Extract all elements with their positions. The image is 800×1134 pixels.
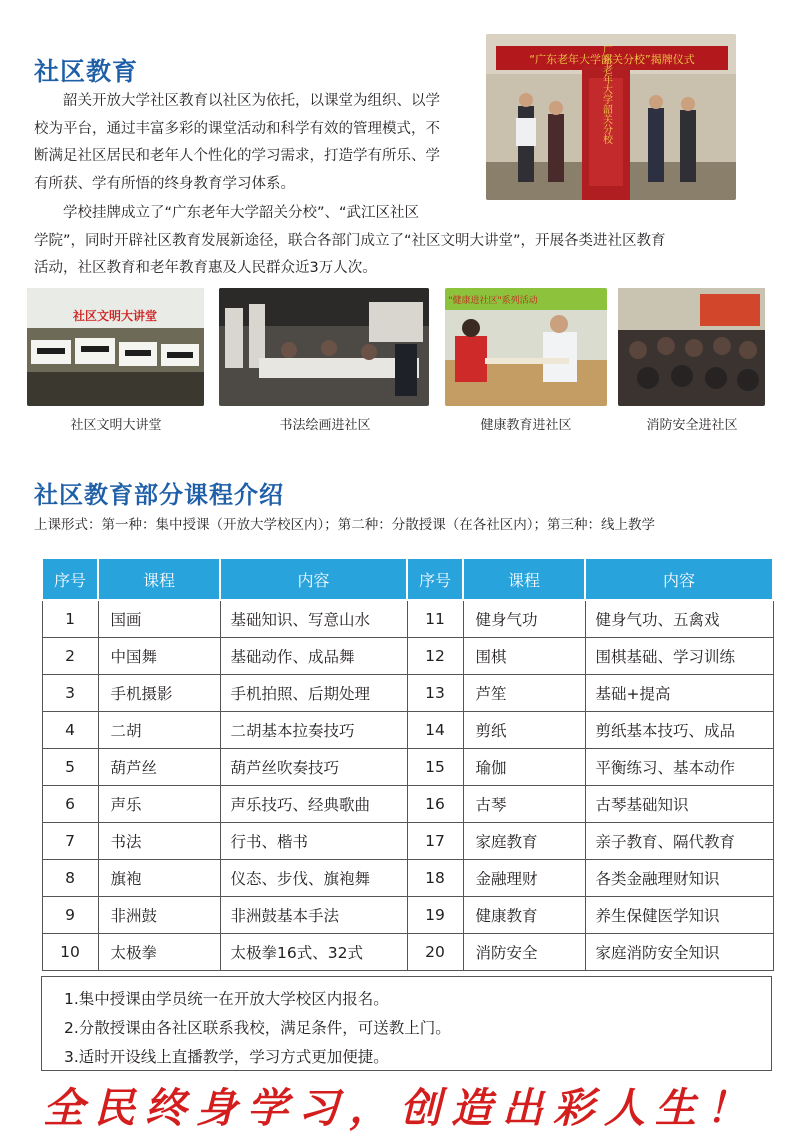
cell-index: 9 [42,897,98,934]
cell-content: 各类金融理财知识 [585,860,773,897]
table-row [42,638,773,675]
activities-paragraph [34,200,774,283]
cell-index: 1 [42,600,98,638]
cell-course: 非洲鼓 [98,897,220,934]
cell-course: 古琴 [463,786,585,823]
cell-content: 基础知识、写意山水 [220,600,407,638]
activities-line: 学院”，同时开辟社区教育发展新途径，联合各部门成立了“社区文明大讲堂”，开展各类进社区教育 [34,232,666,249]
cell-index: 7 [42,823,98,860]
note-item: 1.集中授课由学员统一在开放大学校区内报名。 [64,990,389,1008]
table-row [42,897,773,934]
cell-content: 太极拳16式、32式 [220,934,407,971]
cell-course: 葫芦丝 [98,749,220,786]
cell-course: 剪纸 [463,712,585,749]
activities-line: 活动，社区教育和老年教育惠及人民群众近3万人次。 [34,260,377,276]
cell-course: 声乐 [98,786,220,823]
cell-course: 金融理财 [463,860,585,897]
cell-course: 健康教育 [463,897,585,934]
cell-course: 二胡 [98,712,220,749]
cell-index: 6 [42,786,98,823]
cell-course: 手机摄影 [98,675,220,712]
activities-line: 学校挂牌成立了“广东老年大学韶关分校”、“武江区社区 [63,205,420,221]
cell-index: 15 [407,749,463,786]
cell-index: 13 [407,675,463,712]
cell-index: 20 [407,934,463,971]
slogan: 全民终身学习，创造出彩人生！ [43,1084,757,1132]
cell-course: 家庭教育 [463,823,585,860]
cell-course: 书法 [98,823,220,860]
cell-content: 手机拍照、后期处理 [220,675,407,712]
caption-fire-safety: 消防安全进社区 [646,418,738,433]
note-item: 3.适时开设线上直播教学，学习方式更加便捷。 [64,1048,389,1066]
cell-content: 养生保健医学知识 [585,897,773,934]
cell-content: 古琴基础知识 [585,786,773,823]
cell-course: 旗袍 [98,860,220,897]
cell-index: 2 [42,638,98,675]
header-content: 内容 [585,558,773,600]
header-index: 序号 [407,558,463,600]
cell-content: 葫芦丝吹奏技巧 [220,749,407,786]
table-row [42,934,773,971]
cell-index: 10 [42,934,98,971]
cell-index: 16 [407,786,463,823]
cell-index: 8 [42,860,98,897]
table-row [42,860,773,897]
course-table [41,557,774,971]
cell-index: 19 [407,897,463,934]
cell-course: 消防安全 [463,934,585,971]
header-course: 课程 [98,558,220,600]
lecture-banner: 社区文明大讲堂 [72,309,158,323]
cell-course: 瑜伽 [463,749,585,786]
ceremony-banner-text: “广东老年大学韶关分校”揭牌仪式 [529,53,695,66]
cell-content: 行书、楷书 [220,823,407,860]
caption-health-education: 健康教育进社区 [480,418,572,433]
header-course: 课程 [463,558,585,600]
cell-index: 18 [407,860,463,897]
cell-course: 中国舞 [98,638,220,675]
cell-content: 非洲鼓基本手法 [220,897,407,934]
photo-civilization-lecture [27,288,204,406]
cell-content: 剪纸基本技巧、成品 [585,712,773,749]
cell-index: 11 [407,600,463,638]
intro-line: 校为平台，通过丰富多彩的课堂活动和科学有效的管理模式，不 [34,120,440,137]
intro-line: 断满足社区居民和老年人个性化的学习需求，打造学有所乐、学 [34,148,440,164]
caption-calligraphy-painting: 书法绘画进社区 [279,418,371,433]
cell-content: 亲子教育、隔代教育 [585,823,773,860]
cell-index: 14 [407,712,463,749]
table-row [42,823,773,860]
notes-box [41,976,772,1071]
cell-content: 基础动作、成品舞 [220,638,407,675]
cell-content: 基础+提高 [585,675,773,712]
photo-calligraphy-painting [219,288,429,406]
cell-course: 健身气功 [463,600,585,638]
cell-content: 家庭消防安全知识 [585,934,773,971]
cell-course: 太极拳 [98,934,220,971]
cell-index: 12 [407,638,463,675]
cell-content: 健身气功、五禽戏 [585,600,773,638]
caption-civilization-lecture: 社区文明大讲堂 [70,418,162,433]
table-row [42,749,773,786]
header-content: 内容 [220,558,407,600]
note-item: 2.分散授课由各社区联系我校，满足条件，可送教上门。 [64,1019,451,1037]
cell-content: 二胡基本拉奏技巧 [220,712,407,749]
cell-course: 围棋 [463,638,585,675]
table-row [42,712,773,749]
photo-fire-safety [618,288,765,406]
cell-content: 围棋基础、学习训练 [585,638,773,675]
cell-index: 4 [42,712,98,749]
intro-line: 韶关开放大学社区教育以社区为依托，以课堂为组织、以学 [63,93,440,109]
intro-paragraph [34,88,474,198]
unveiling-ceremony-photo [486,34,736,200]
intro-line: 有所获、学有所悟的终身教育学习体系。 [34,175,295,192]
cell-index: 3 [42,675,98,712]
cell-index: 17 [407,823,463,860]
table-row [42,786,773,823]
photo-health-education [445,288,607,406]
section-title-community-education: 社区教育 [34,57,139,86]
table-row [42,675,773,712]
cell-content: 声乐技巧、经典歌曲 [220,786,407,823]
cell-index: 5 [42,749,98,786]
table-header-row [42,558,773,600]
health-banner: "健康进社区"系列活动 [448,296,538,306]
cell-content: 平衡练习、基本动作 [585,749,773,786]
table-row [42,600,773,638]
cell-course: 国画 [98,600,220,638]
cell-content: 仪态、步伐、旗袍舞 [220,860,407,897]
plaque-text: 广东老年大学韶关分校 [600,44,612,144]
section-title-courses: 社区教育部分课程介绍 [34,481,284,509]
cell-course: 芦笙 [463,675,585,712]
header-index: 序号 [42,558,98,600]
class-format-line: 上课形式：第一种：集中授课（开放大学校区内）；第二种：分散授课（在各社区内）；第三种：线上教学 [34,517,655,533]
